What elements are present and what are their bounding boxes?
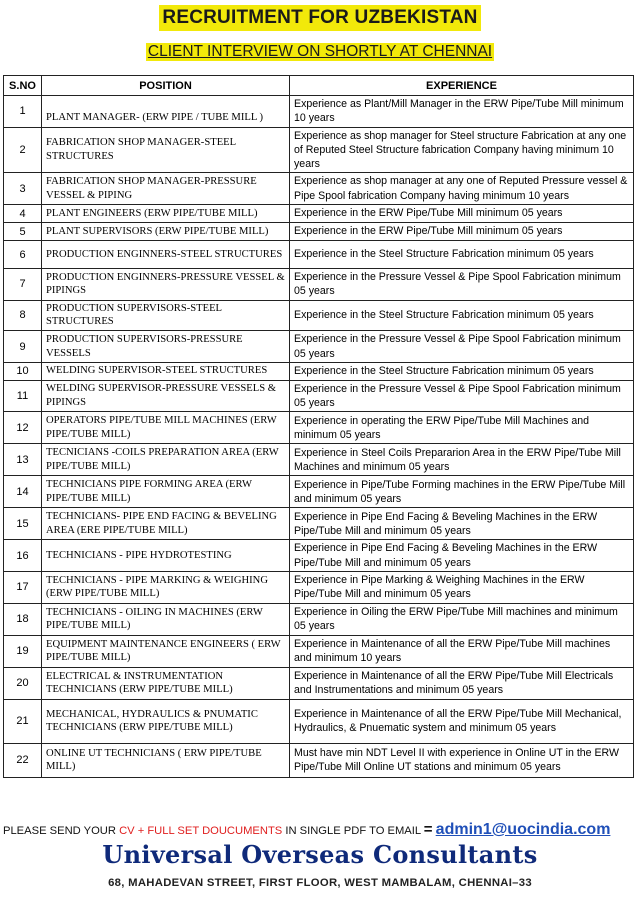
row-position: OPERATORS PIPE/TUBE MILL MACHINES (ERW PIPE/TUBE MILL): [42, 412, 290, 444]
email-link[interactable]: admin1@uocindia.com: [435, 821, 611, 838]
page-subtitle: CLIENT INTERVIEW ON SHORTLY AT CHENNAI: [147, 43, 493, 60]
row-sno: 22: [4, 743, 42, 777]
table-header-row: [4, 76, 634, 96]
send-middle: IN SINGLE PDF TO EMAIL: [282, 825, 424, 837]
row-sno: 20: [4, 667, 42, 699]
row-experience: Experience in operating the ERW Pipe/Tube Mill Machines and minimum 05 years: [290, 412, 634, 444]
row-position: PRODUCTION ENGINNERS-STEEL STRUCTURES: [42, 241, 290, 269]
send-instructions: [3, 821, 637, 839]
row-experience: Experience in Maintenance of all the ERW Pipe/Tube Mill machines and minimum 10 years: [290, 635, 634, 667]
table-row: [4, 127, 634, 173]
row-sno: 12: [4, 412, 42, 444]
row-experience: Experience in Pipe End Facing & Beveling Machines in the ERW Pipe/Tube Mill and minimum 05 years: [290, 540, 634, 572]
table-row: [4, 444, 634, 476]
header-sno: S.NO: [4, 76, 42, 96]
row-sno: 9: [4, 331, 42, 363]
table-row: [4, 223, 634, 241]
positions-table: [3, 75, 634, 778]
table-row: [4, 300, 634, 331]
row-sno: 17: [4, 571, 42, 603]
row-experience: Experience in the Pressure Vessel & Pipe Spool Fabrication minimum 05 years: [290, 380, 634, 412]
row-position: FABRICATION SHOP MANAGER-STEEL STRUCTURES: [42, 127, 290, 173]
row-position: ONLINE UT TECHNICIANS ( ERW PIPE/TUBE MILL): [42, 743, 290, 777]
table-row: [4, 331, 634, 363]
table-row: [4, 508, 634, 540]
row-experience: Experience as shop manager for Steel structure Fabrication at any one of Reputed Steel Structure fabrication Company having minimum 10 years: [290, 127, 634, 173]
row-position: PRODUCTION SUPERVISORS-PRESSURE VESSELS: [42, 331, 290, 363]
row-experience: Experience in the Steel Structure Fabrication minimum 05 years: [290, 300, 634, 331]
row-sno: 21: [4, 699, 42, 743]
row-sno: 8: [4, 300, 42, 331]
table-row: [4, 540, 634, 572]
company-address: 68, MAHADEVAN STREET, FIRST FLOOR, WEST MAMBALAM, CHENNAI–33: [108, 877, 532, 889]
header-experience: EXPERIENCE: [290, 76, 634, 96]
row-position: EQUIPMENT MAINTENANCE ENGINEERS ( ERW PIPE/TUBE MILL): [42, 635, 290, 667]
subtitle-container: [0, 43, 640, 61]
row-experience: Experience in Steel Coils Prepararion Area in the ERW Pipe/Tube Mill Machines and minimum 05 years: [290, 444, 634, 476]
row-sno: 11: [4, 380, 42, 412]
row-experience: Experience in Maintenance of all the ERW Pipe/Tube Mill Electricals and Instrumentations and minimum 05 years: [290, 667, 634, 699]
row-position: ELECTRICAL & INSTRUMENTATION TECHNICIANS (ERW PIPE/TUBE MILL): [42, 667, 290, 699]
row-sno: 3: [4, 173, 42, 205]
row-experience: Experience in the ERW Pipe/Tube Mill minimum 05 years: [290, 223, 634, 241]
table-row: [4, 205, 634, 223]
row-experience: Experience in Maintenance of all the ERW Pipe/Tube Mill Mechanical, Hydraulics, & Pnuematic system and minimum 05 years: [290, 699, 634, 743]
row-sno: 10: [4, 362, 42, 380]
row-experience: Experience in the Steel Structure Fabrication minimum 05 years: [290, 362, 634, 380]
row-experience: Experience in Oiling the ERW Pipe/Tube Mill machines and minimum 05 years: [290, 603, 634, 635]
row-position: MECHANICAL, HYDRAULICS & PNUMATIC TECHNICIANS (ERW PIPE/TUBE MILL): [42, 699, 290, 743]
table-row: [4, 412, 634, 444]
row-position: PLANT MANAGER- (ERW PIPE / TUBE MILL ): [42, 96, 290, 128]
company-name: Universal Overseas Consultants: [102, 840, 538, 869]
table-row: [4, 173, 634, 205]
page-title: RECRUITMENT FOR UZBEKISTAN: [159, 5, 480, 31]
table-row: [4, 96, 634, 128]
row-sno: 7: [4, 269, 42, 301]
row-sno: 15: [4, 508, 42, 540]
equals-sign: =: [423, 821, 433, 838]
table-row: [4, 635, 634, 667]
table-row: [4, 571, 634, 603]
row-position: TECHNICIANS - PIPE MARKING & WEIGHING (ERW PIPE/TUBE MILL): [42, 571, 290, 603]
row-sno: 1: [4, 96, 42, 128]
row-position: PRODUCTION ENGINNERS-PRESSURE VESSEL & PIPINGS: [42, 269, 290, 301]
row-experience: Experience in Pipe/Tube Forming machines in the ERW Pipe/Tube Mill and minimum 05 years: [290, 476, 634, 508]
table-row: [4, 476, 634, 508]
table-body: [4, 96, 634, 778]
row-sno: 16: [4, 540, 42, 572]
row-position: PLANT ENGINEERS (ERW PIPE/TUBE MILL): [42, 205, 290, 223]
row-sno: 4: [4, 205, 42, 223]
table-row: [4, 743, 634, 777]
row-sno: 13: [4, 444, 42, 476]
row-experience: Experience as Plant/Mill Manager in the ERW Pipe/Tube Mill minimum 10 years: [290, 96, 634, 128]
row-position: TECHNICIANS - PIPE HYDROTESTING: [42, 540, 290, 572]
table-row: [4, 603, 634, 635]
row-position: PRODUCTION SUPERVISORS-STEEL STRUCTURES: [42, 300, 290, 331]
row-experience: Experience in Pipe End Facing & Beveling Machines in the ERW Pipe/Tube Mill and minimum 05 years: [290, 508, 634, 540]
row-sno: 2: [4, 127, 42, 173]
row-position: PLANT SUPERVISORS (ERW PIPE/TUBE MILL): [42, 223, 290, 241]
row-sno: 6: [4, 241, 42, 269]
table-row: [4, 699, 634, 743]
row-sno: 18: [4, 603, 42, 635]
table-row: [4, 241, 634, 269]
row-sno: 5: [4, 223, 42, 241]
table-row: [4, 362, 634, 380]
table-row: [4, 269, 634, 301]
row-position: TECHNICIANS PIPE FORMING AREA (ERW PIPE/TUBE MILL): [42, 476, 290, 508]
row-sno: 19: [4, 635, 42, 667]
row-position: FABRICATION SHOP MANAGER-PRESSURE VESSEL & PIPING: [42, 173, 290, 205]
row-experience: Experience in the Steel Structure Fabrication minimum 05 years: [290, 241, 634, 269]
row-experience: Experience in Pipe Marking & Weighing Machines in the ERW Pipe/Tube Mill and minimum 05 years: [290, 571, 634, 603]
send-prefix: PLEASE SEND YOUR: [3, 825, 120, 837]
header-position: POSITION: [42, 76, 290, 96]
row-experience: Experience in the Pressure Vessel & Pipe Spool Fabrication minimum 05 years: [290, 331, 634, 363]
row-position: WELDING SUPERVISOR-PRESSURE VESSELS & PIPINGS: [42, 380, 290, 412]
row-experience: Experience in the ERW Pipe/Tube Mill minimum 05 years: [290, 205, 634, 223]
table-row: [4, 380, 634, 412]
title-container: [0, 5, 640, 31]
row-experience: Experience as shop manager at any one of Reputed Pressure vessel & Pipe Spool fabrication Company having minimum 10 years: [290, 173, 634, 205]
row-position: TECHNICIANS - OILING IN MACHINES (ERW PIPE/TUBE MILL): [42, 603, 290, 635]
row-experience: Experience in the Pressure Vessel & Pipe Spool Fabrication minimum 05 years: [290, 269, 634, 301]
row-position: TECNICIANS -COILS PREPARATION AREA (ERW PIPE/TUBE MILL): [42, 444, 290, 476]
row-sno: 14: [4, 476, 42, 508]
row-experience: Must have min NDT Level II with experience in Online UT in the ERW Pipe/Tube Mill Online UT stations and minimum 05 years: [290, 743, 634, 777]
row-position: WELDING SUPERVISOR-STEEL STRUCTURES: [42, 362, 290, 380]
table-row: [4, 667, 634, 699]
row-position: TECHNICIANS- PIPE END FACING & BEVELING AREA (ERE PIPE/TUBE MILL): [42, 508, 290, 540]
send-highlight: CV + FULL SET DOUCUMENTS: [119, 825, 283, 837]
